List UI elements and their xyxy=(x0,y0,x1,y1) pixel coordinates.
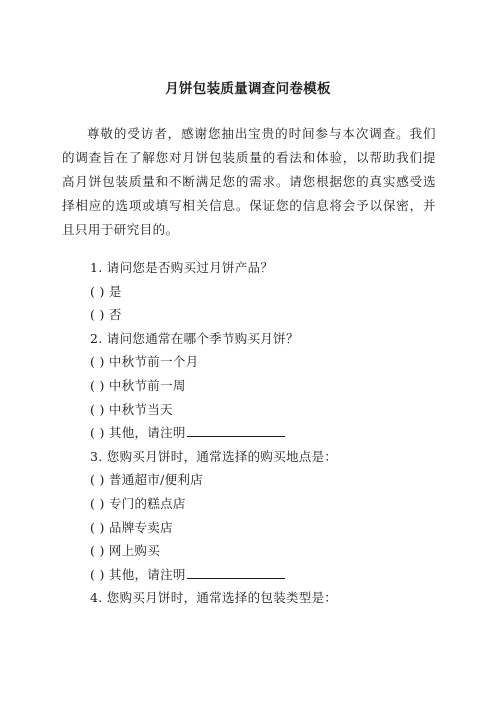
q2-option-week-before[interactable]: ( ) 中秋节前一周 xyxy=(90,377,186,393)
question-3: 3. 您购买月饼时，通常选择的购买地点是： xyxy=(90,448,338,464)
q3-other-blank-line[interactable] xyxy=(187,566,285,579)
question-1: 1. 请问您是否购买过月饼产品？ xyxy=(90,260,274,275)
q2-option-festival-day[interactable]: ( ) 中秋节当天 xyxy=(90,401,173,417)
q2-option-other-label: ( ) 其他，请注明 xyxy=(90,425,186,441)
q2-option-month-before[interactable]: ( ) 中秋节前一个月 xyxy=(90,354,199,370)
q3-option-supermarket[interactable]: ( ) 普通超市/便利店 xyxy=(90,472,204,488)
q2-option-other[interactable] xyxy=(90,421,440,445)
question-2: 2. 请问您通常在哪个季节购买月饼？ xyxy=(90,330,299,346)
q3-option-other-label: ( ) 其他，请注明 xyxy=(90,566,186,582)
q1-option-yes[interactable]: ( ) 是 xyxy=(90,283,122,299)
q3-option-other[interactable] xyxy=(90,563,440,587)
q3-option-brand-store[interactable]: ( ) 品牌专卖店 xyxy=(90,519,173,535)
q1-option-no[interactable]: ( ) 否 xyxy=(90,307,122,323)
document-title: 月饼包装质量调查问卷模板 xyxy=(165,81,331,97)
intro-paragraph: 尊敬的受访者，感谢您抽出宝贵的时间参与本次调查。我们的调查旨在了解您对月饼包装质量的看法和体验，以帮助我们提高月饼包装质量和不断满足您的需求。请您根据您的真实感受选择相应的选项或填写相关信息。保证您的信息将会予以保密，并且只用于研究目的。 xyxy=(62,126,436,237)
question-4: 4. 您购买月饼时，通常选择的包装类型是： xyxy=(90,590,338,606)
question-list xyxy=(90,256,440,610)
q3-option-online[interactable]: ( ) 网上购买 xyxy=(90,543,161,559)
q3-option-pastry-shop[interactable]: ( ) 专门的糕点店 xyxy=(90,495,186,511)
q2-other-blank-line[interactable] xyxy=(187,424,285,437)
